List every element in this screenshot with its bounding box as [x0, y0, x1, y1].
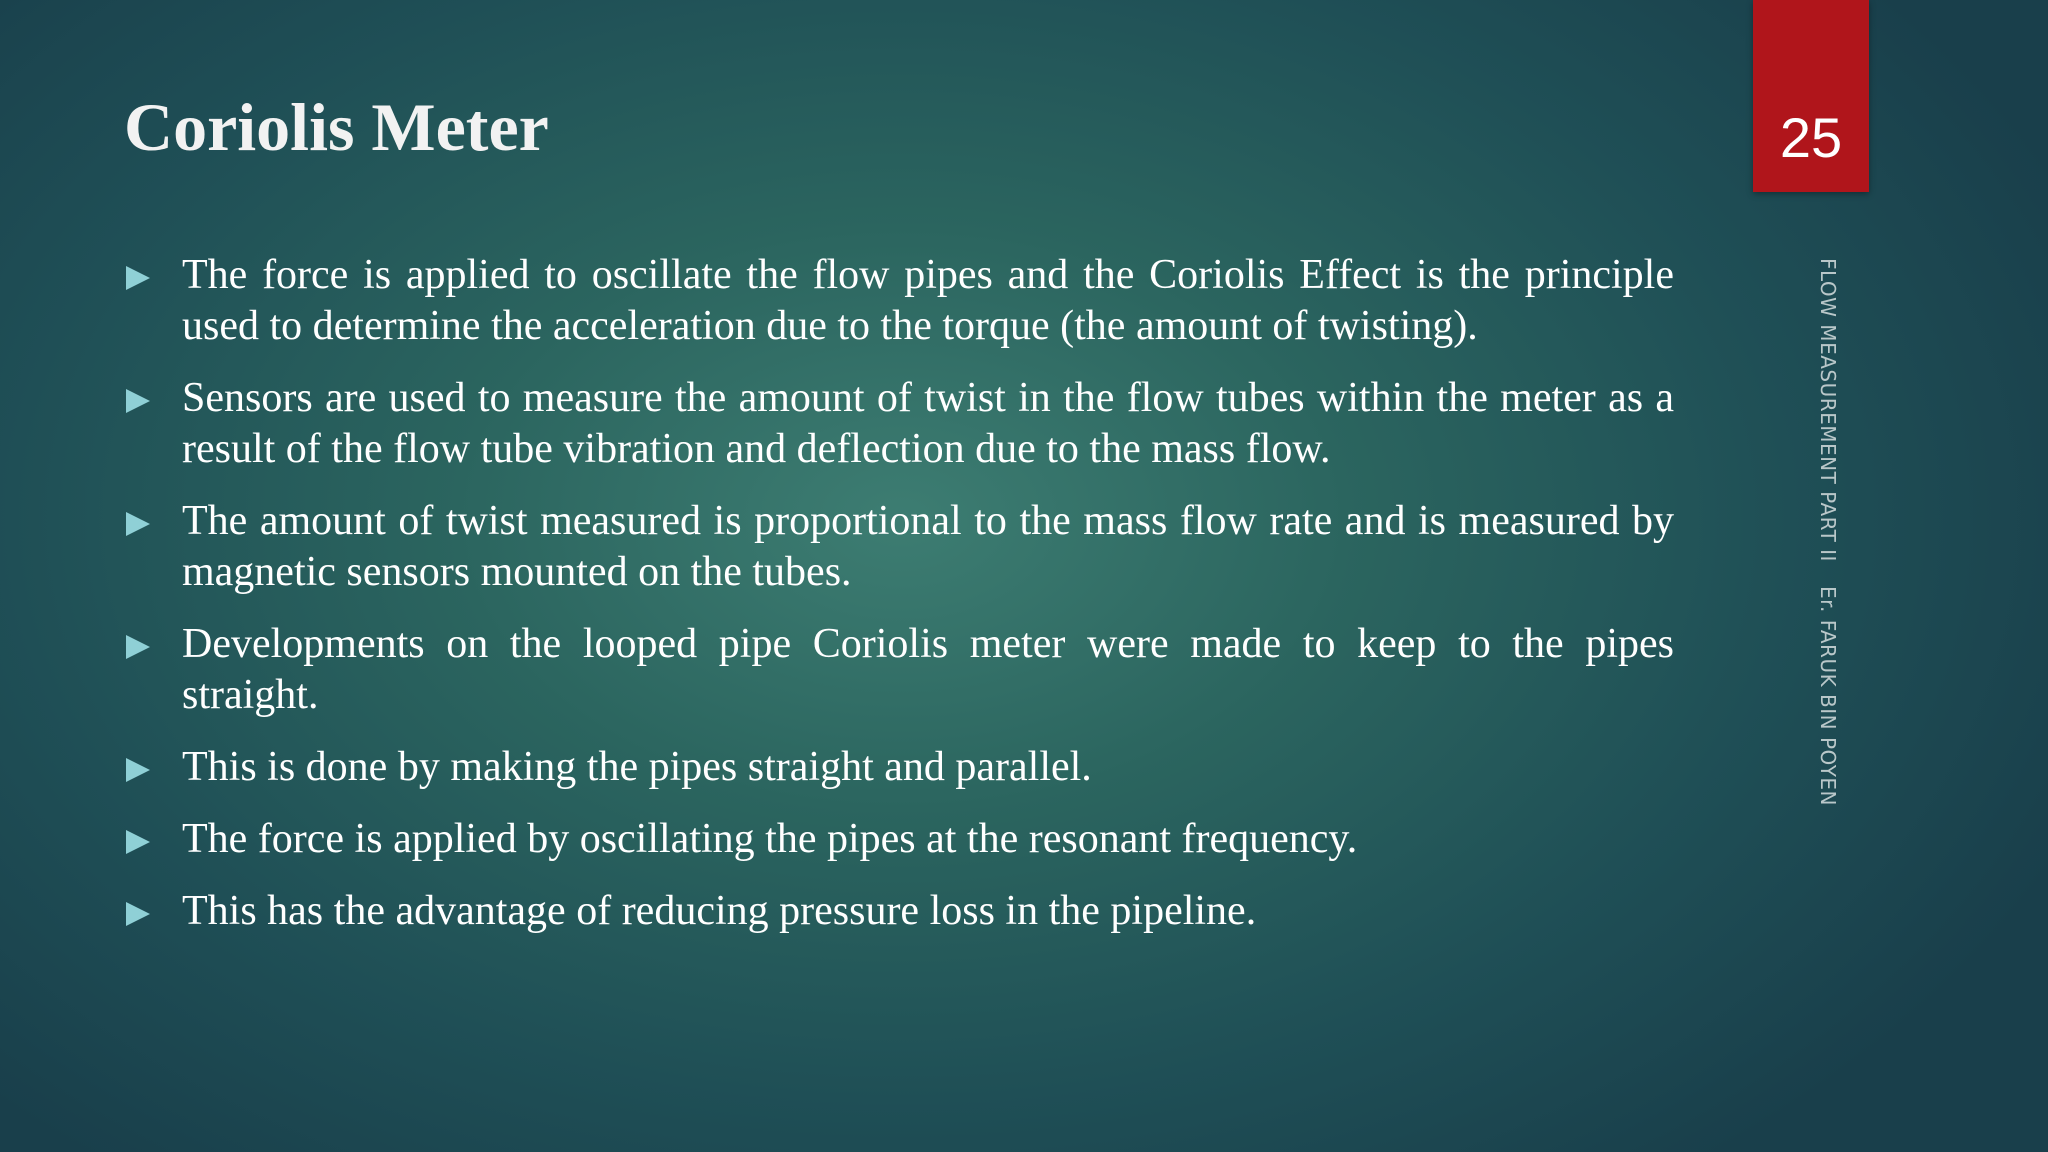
bullet-item	[124, 250, 1674, 352]
bullet-item	[124, 742, 1674, 793]
bullet-text: The force is applied to oscillate the flow pipes and the Coriolis Effect is the principle used to determine the acceleration due to the torque (the amount of twisting).	[182, 252, 1674, 349]
bullet-text: Developments on the looped pipe Coriolis meter were made to keep to the pipes straight.	[182, 621, 1674, 718]
triangle-bullet-icon	[126, 758, 150, 782]
triangle-bullet-icon	[126, 389, 150, 413]
bullet-item	[124, 814, 1674, 865]
bullet-item	[124, 373, 1674, 475]
bullet-list	[124, 250, 1674, 958]
footer-course: FLOW MEASUREMENT PART II	[1816, 258, 1840, 562]
triangle-bullet-icon	[126, 266, 150, 290]
bullet-text: Sensors are used to measure the amount of twist in the flow tubes within the meter as a result of the flow tube vibration and deflection due to the mass flow.	[182, 375, 1674, 472]
slide-title: Coriolis Meter	[124, 89, 549, 165]
bullet-text: This is done by making the pipes straight and parallel.	[182, 744, 1092, 790]
side-footer	[1816, 258, 1840, 806]
bullet-text: This has the advantage of reducing pressure loss in the pipeline.	[182, 888, 1257, 934]
bullet-text: The amount of twist measured is proportional to the mass flow rate and is measured by magnetic sensors mounted on the tubes.	[182, 498, 1674, 595]
page-number-tab	[1753, 0, 1869, 192]
triangle-bullet-icon	[126, 830, 150, 854]
bullet-item	[124, 619, 1674, 721]
bullet-item	[124, 886, 1674, 937]
bullet-text: The force is applied by oscillating the pipes at the resonant frequency.	[182, 816, 1358, 862]
triangle-bullet-icon	[126, 635, 150, 659]
triangle-bullet-icon	[126, 512, 150, 536]
triangle-bullet-icon	[126, 902, 150, 926]
footer-author: Er. FARUK BIN POYEN	[1816, 585, 1840, 807]
page-number: 25	[1779, 106, 1843, 169]
bullet-item	[124, 496, 1674, 598]
